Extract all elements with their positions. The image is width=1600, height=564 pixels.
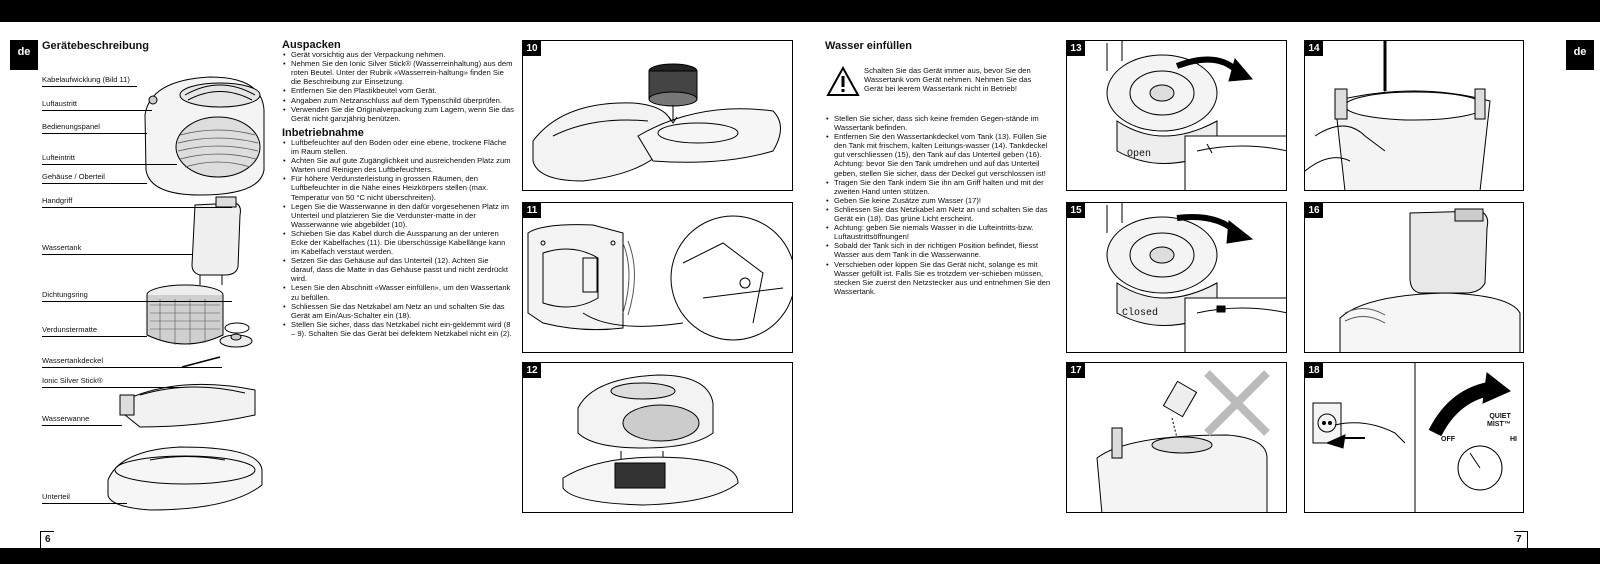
label-handle: Handgriff bbox=[42, 196, 73, 205]
leader-line bbox=[42, 503, 127, 504]
list-item: • Nehmen Sie den Ionic Silver Stick® (Wasserreinhaltung) aus dem roten Beutel. Unter der Rubrik «Wasserrein-haltung» finden Sie die Beschreibung zur Einsetzung. bbox=[282, 59, 514, 86]
list-item: • Angaben zum Netzanschluss auf dem Typenschild überprüfen. bbox=[282, 96, 514, 105]
figure-number: 18 bbox=[1305, 363, 1323, 378]
figure-number: 16 bbox=[1305, 203, 1323, 218]
figure-number: 15 bbox=[1067, 203, 1085, 218]
off-label: OFF bbox=[1441, 436, 1455, 443]
fill-water-heading: Wasser einfüllen bbox=[825, 40, 913, 52]
list-item: • Gerät vorsichtig aus der Verpackung nehmen. bbox=[282, 50, 514, 59]
leader-line bbox=[42, 367, 222, 368]
leader-line bbox=[42, 254, 192, 255]
label-ionic-silver-stick: Ionic Silver Stick® bbox=[42, 376, 103, 385]
list-item: • Achten Sie auf gute Zugänglichkeit und ausreichenden Platz zum Warten und Reinigen des Luftbefeuchters. bbox=[282, 156, 514, 174]
label-evaporator-mat: Verdunstermatte bbox=[42, 325, 98, 334]
figure-17 bbox=[1066, 362, 1287, 513]
startup-list bbox=[282, 138, 514, 338]
page-number-left: 6 bbox=[45, 534, 51, 545]
figure-13 bbox=[1066, 40, 1287, 191]
figure-number: 17 bbox=[1067, 363, 1085, 378]
unpacking-heading: Auspacken bbox=[282, 39, 341, 51]
figure-11-drawing bbox=[523, 203, 793, 353]
hi-label: HI bbox=[1510, 436, 1517, 443]
list-item: • Sobald der Tank sich in der richtigen Position befindet, fliesst Wasser aus dem Tank in die Wasserwanne. bbox=[825, 241, 1051, 259]
list-item: • Tragen Sie den Tank indem Sie ihn am Griff halten und mit der zweiten Hand unten stützen. bbox=[825, 178, 1051, 196]
instructions-column bbox=[282, 41, 514, 338]
list-item: • Setzen Sie das Gehäuse auf das Unterteil (12). Achten Sie darauf, dass die Matte in das Gehäuse passt und nicht zerdrückt wird. bbox=[282, 256, 514, 283]
figure-18 bbox=[1304, 362, 1524, 513]
top-bar bbox=[0, 0, 1600, 22]
list-item: • Schieben Sie das Kabel durch die Aussparung an der unteren Ecke der Kabelfaches (11). Die überschüssige Kabellänge kann im Kabelfach verstaut werden. bbox=[282, 229, 514, 256]
list-item: • Geben Sie keine Zusätze zum Wasser (17)! bbox=[825, 196, 1051, 205]
warning-icon bbox=[826, 66, 860, 98]
fill-water-column bbox=[825, 114, 1051, 296]
list-item: • Stellen Sie sicher, dass das Netzkabel nicht ein-geklemmt wird (8 – 9). Schalten Sie das Gerät bei defektem Netzkabel nicht ein (2). bbox=[282, 320, 514, 338]
list-item: • Verschieben oder kippen Sie das Gerät nicht, solange es mit Wasser gefüllt ist. Falls Sie es trotzdem ver-schieben müssen, stecken Sie zuerst den Netzstecker aus und entnehmen Sie den Wassertank. bbox=[825, 260, 1051, 296]
list-item: • Legen Sie die Wasserwanne in den dafür vorgesehenen Platz im Unterteil und platzieren Sie die Verdunster-matte in der Wasserwanne wie abgebildet (10). bbox=[282, 202, 514, 229]
list-item: • Schliessen Sie das Netzkabel am Netz an und schalten Sie das Gerät ein (18). Das grüne Licht erscheint. bbox=[825, 205, 1051, 223]
figure-number: 11 bbox=[523, 203, 541, 218]
figure-12 bbox=[522, 362, 793, 513]
leader-line bbox=[42, 207, 232, 208]
startup-heading: Inbetriebnahme bbox=[282, 126, 364, 139]
leader-line bbox=[42, 425, 122, 426]
list-item: • Entfernen Sie den Plastikbeutel vom Gerät. bbox=[282, 86, 514, 95]
label-base: Unterteil bbox=[42, 492, 70, 501]
description-heading: Gerätebeschreibung bbox=[42, 40, 149, 52]
list-item: • Achtung: geben Sie niemals Wasser in die Lufteintritts-bzw. Luftaustrittsöffnungen! bbox=[825, 223, 1051, 241]
list-item: • Stellen Sie sicher, dass sich keine fremden Gegen-stände im Wassertank befinden. bbox=[825, 114, 1051, 132]
label-water-tank: Wassertank bbox=[42, 243, 82, 252]
figure-number: 14 bbox=[1305, 41, 1323, 56]
leader-line bbox=[42, 301, 232, 302]
figure-number: 12 bbox=[523, 363, 541, 378]
list-item: • Schliessen Sie das Netzkabel am Netz an und schalten Sie das Gerät am Ein/Aus-Schalter ein (18). bbox=[282, 302, 514, 320]
figure-16 bbox=[1304, 202, 1524, 353]
figure-11 bbox=[522, 202, 793, 353]
figure-12-drawing bbox=[523, 363, 793, 513]
figure-10 bbox=[522, 40, 793, 191]
list-item: • Entfernen Sie den Wassertankdeckel vom Tank (13). Füllen Sie den Tank mit frischem, kalten Leitungs-wasser (14). Tankdeckel gut verschliessen (15), den Tank auf das Unterteil geben (16). Achtung: bevor Sie den Tank umdrehen und auf das Unterteil geben, stellen Sie sicher, dass der Deckel gut verschlossen ist! bbox=[825, 132, 1051, 177]
prohibition-cross bbox=[1207, 373, 1267, 433]
figure-15 bbox=[1066, 202, 1287, 353]
open-label: Open bbox=[1127, 149, 1152, 160]
language-tag-left: de bbox=[10, 40, 38, 70]
mist-label: MIST™ bbox=[1487, 421, 1511, 428]
figure-16-drawing bbox=[1305, 203, 1524, 353]
figure-14-drawing bbox=[1305, 41, 1524, 191]
leader-line bbox=[42, 387, 182, 388]
closed-label: Closed bbox=[1122, 308, 1159, 319]
quiet-mist-label bbox=[1487, 413, 1511, 429]
leader-line bbox=[42, 133, 147, 134]
figure-10-drawing bbox=[523, 41, 793, 191]
leader-line bbox=[42, 86, 137, 87]
language-tag-right: de bbox=[1566, 40, 1594, 70]
label-cable-winding: Kabelaufwicklung (Bild 11) bbox=[42, 75, 130, 84]
figure-number: 10 bbox=[523, 41, 541, 56]
unpacking-list bbox=[282, 50, 514, 123]
label-control-panel: Bedienungspanel bbox=[42, 122, 100, 131]
bottom-bar bbox=[0, 548, 1600, 564]
list-item: • Verwenden Sie die Originalverpackung zum Lagern, wenn Sie das Gerät nicht ganzjährig benützen. bbox=[282, 105, 514, 123]
figure-13-drawing bbox=[1067, 41, 1287, 191]
label-air-outlet: Luftaustritt bbox=[42, 99, 78, 108]
page-number-right: 7 bbox=[1516, 534, 1522, 545]
label-water-tray: Wasserwanne bbox=[42, 414, 90, 423]
figure-14 bbox=[1304, 40, 1524, 191]
figure-15-drawing bbox=[1067, 203, 1287, 353]
label-tank-lid: Wassertankdeckel bbox=[42, 356, 103, 365]
list-item: • Für höhere Verdunsterleistung in grossen Räumen, den Luftbefeuchter in die Nähe eines Heizkörpers stellen (max. Temperatur von 50 °C nicht überschreiten). bbox=[282, 174, 514, 201]
label-seal-ring: Dichtungsring bbox=[42, 290, 88, 299]
leader-line bbox=[42, 183, 147, 184]
figure-18-drawing bbox=[1305, 363, 1524, 513]
fill-water-list bbox=[825, 114, 1051, 296]
leader-line bbox=[42, 164, 177, 165]
label-housing: Gehäuse / Oberteil bbox=[42, 172, 105, 181]
warning-text: Schalten Sie das Gerät immer aus, bevor Sie den Wassertank vom Gerät nehmen. Nehmen Sie das Gerät bei leerem Wassertank nicht in Betrieb! bbox=[864, 66, 1032, 94]
label-air-inlet: Lufteintritt bbox=[42, 153, 75, 162]
figure-number: 13 bbox=[1067, 41, 1085, 56]
leader-line bbox=[42, 336, 147, 337]
quiet-label: QUIET bbox=[1489, 413, 1511, 420]
list-item: • Luftbefeuchter auf den Boden oder eine ebene, trockene Fläche im Raum stellen. bbox=[282, 138, 514, 156]
figure-17-drawing bbox=[1067, 363, 1287, 513]
leader-line bbox=[42, 110, 152, 111]
list-item: • Lesen Sie den Abschnitt «Wasser einfüllen», um den Wassertank zu befüllen. bbox=[282, 283, 514, 301]
